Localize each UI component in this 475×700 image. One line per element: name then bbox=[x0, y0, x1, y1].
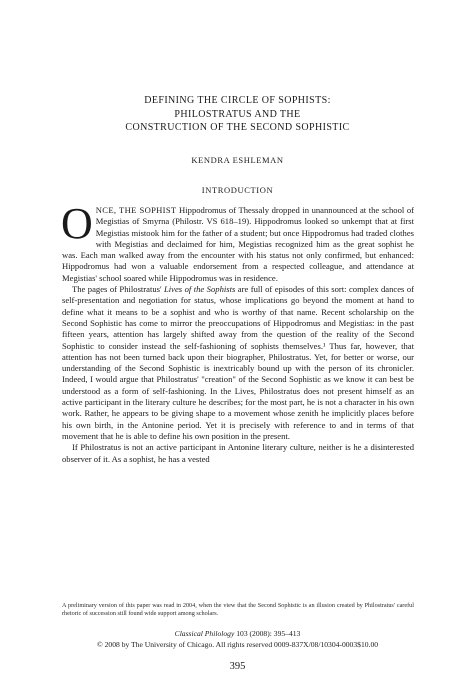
paragraph-2-text: are full of episodes of this sort: complex dances of self-presentation and negotiation for status, whose implications go beyond the moment at hand to define what it means to be a sophist and who is worthy of that name. Recent scholarship on the Second Sophistic has come to mirror the preoccupations of Hippodromus and Megistias: in the past fifteen years, attention has largely shifted away from the question of the reality of the Second Sophistic to consider instead the self-fashioning of sophists themselves.¹ Thus far, however, that attention has not been turned back upon their biographer, Philostratus. Yet, for better or worse, our understanding of the Second Sophistic is inextricably bound up with the person of its chronicler. Indeed, I would argue that Philostratus' "creation" of the Second Sophistic as we know it can best be understood as a form of self-fashioning. In the Lives, Philostratus does not present himself as an active participant in the literary culture he describes; for the most part, he is not a character in his own work. Rather, he appears to be giving shape to a movement whose zenith he implicitly places before his own birth, in the Antonine period. Yet it is precisely with reference to and in terms of that movement that he is able to define his own position in the present. bbox=[62, 284, 414, 441]
title-line-2: PHILOSTRATUS AND THE bbox=[174, 108, 301, 120]
paragraph-1-text: Hippodromus of Thessaly dropped in unannounced at the school of Megistias of Smyrna (Philostr. VS 618–19). Hippodromus looked so unkempt that at first Megistias mistook him for the father of a student; but once Hippodromus had traded clothes with Megistias and declaimed for him, Megistias recognized him as the great sophist he was. Each man walked away from the encounter with his status not only confirmed, but enhanced: Hippodromus had won a valuable endorsement from a respected colleague, and attendance at Megistias' school soared while Hippodromus was in residence. bbox=[62, 205, 414, 283]
title-line-1: DEFINING THE CIRCLE OF SOPHISTS: bbox=[144, 95, 331, 106]
paragraph-3: If Philostratus is not an active participant in Antonine literary culture, neither is he a disinterested observer of it. As a sophist, he has a vested bbox=[62, 442, 414, 464]
paragraph-1 bbox=[61, 199, 414, 284]
page-number: 395 bbox=[229, 661, 246, 672]
journal-citation bbox=[60, 629, 415, 640]
journal-name: Classical Philology bbox=[174, 629, 235, 638]
journal-issue: 103 (2008): 395–413 bbox=[234, 629, 301, 638]
drop-cap: O bbox=[61, 199, 93, 248]
title-line-3: CONSTRUCTION OF THE SECOND SOPHISTIC bbox=[125, 122, 350, 133]
article-body bbox=[61, 199, 414, 465]
article-title bbox=[60, 94, 415, 135]
paragraph-2 bbox=[62, 284, 414, 442]
book-title: Lives of the Sophists bbox=[164, 284, 236, 295]
copyright-line: © 2008 by The University of Chicago. All rights reserved 0009-837X/08/10304-0003$10.00 bbox=[96, 639, 379, 649]
paragraph-2-lead: The pages of Philostratus' bbox=[72, 284, 165, 295]
journal-info bbox=[60, 629, 415, 650]
footnote: A preliminary version of this paper was read in 2004, when the view that the Second Sophistic is an illusion created by Philostratus' careful rhetoric of succession still found wide support among scholars. bbox=[62, 602, 414, 617]
opening-words: NCE, THE SOPHIST bbox=[95, 205, 177, 215]
section-heading: INTRODUCTION bbox=[201, 185, 274, 195]
author-name: KENDRA ESHLEMAN bbox=[191, 155, 284, 165]
